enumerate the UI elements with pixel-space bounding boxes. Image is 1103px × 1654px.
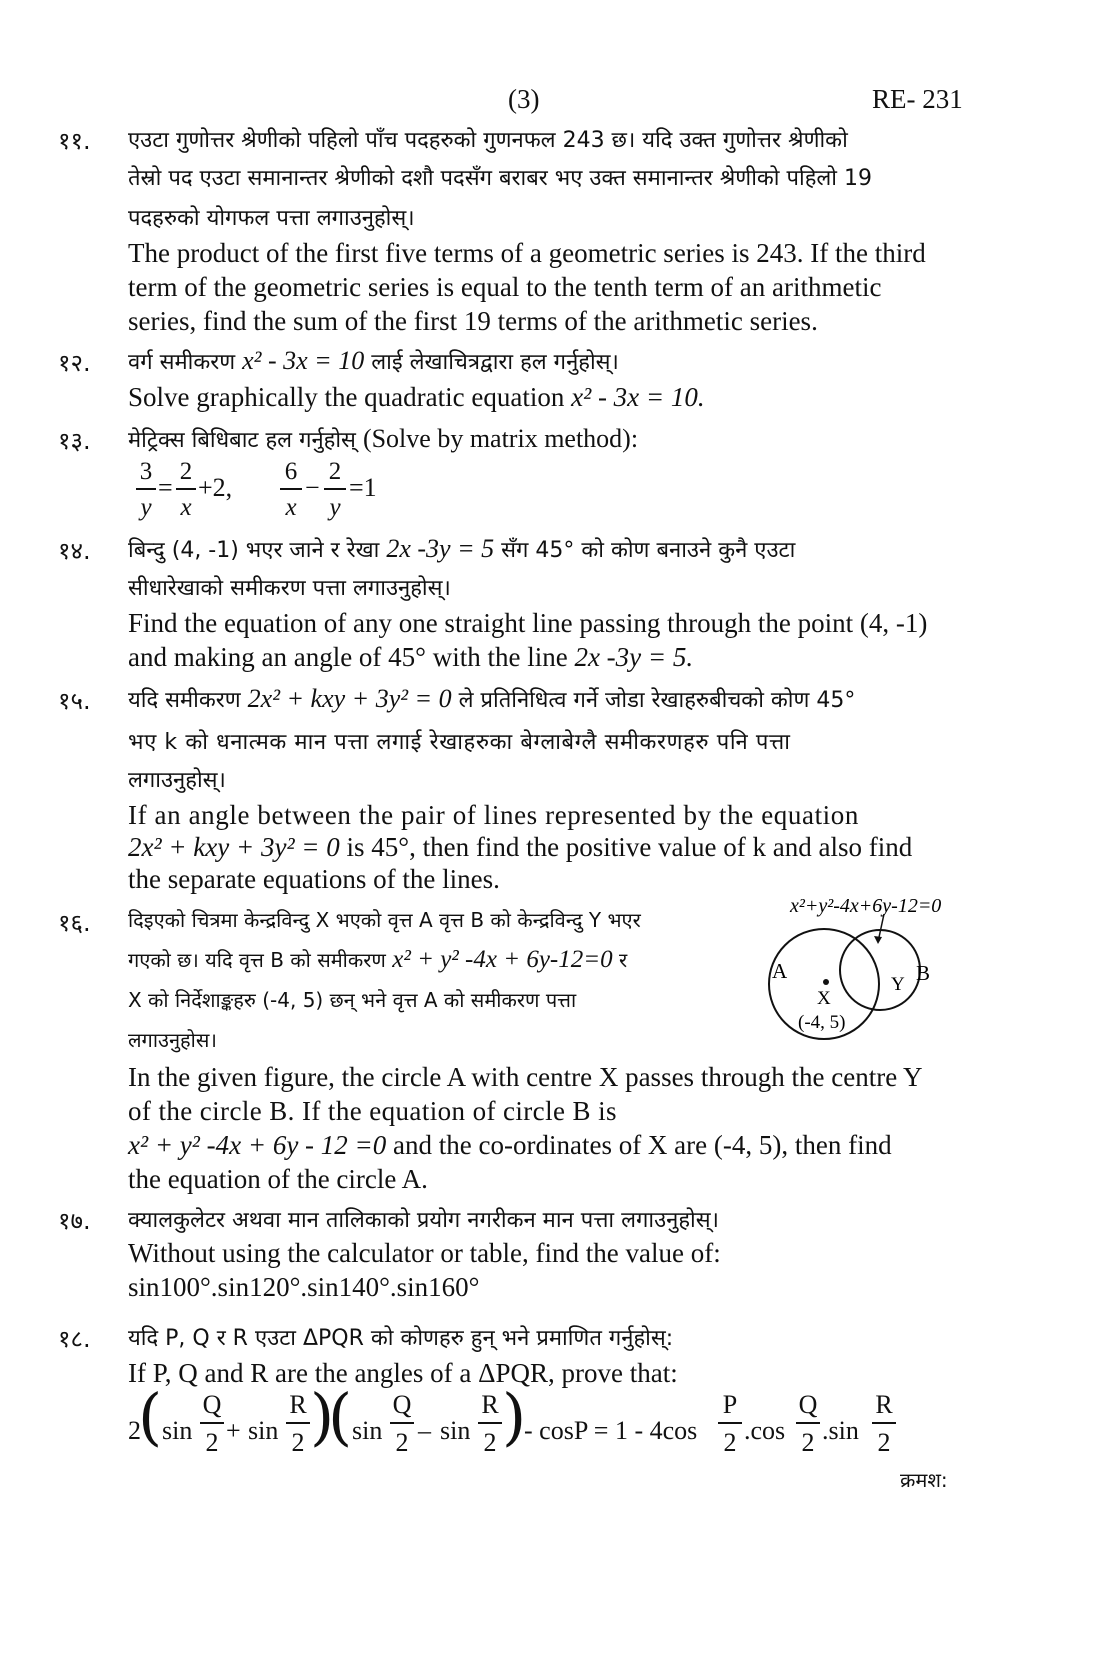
q15-np1-equation: 2x² + kxy + 3y² = 0 [247, 684, 452, 713]
identity-f4-denominator: 2 [483, 1428, 497, 1457]
q12-en-line [128, 382, 705, 413]
identity-f2-bar [286, 1422, 310, 1424]
identity-f7-denominator: 2 [877, 1428, 891, 1457]
q14-en-line2 [128, 642, 693, 673]
identity-sin-2: sin [248, 1416, 279, 1445]
q12-en-a: Solve graphically the quadratic equation [128, 382, 565, 412]
q13-f3-bar [280, 488, 302, 490]
paper-code: RE- 231 [872, 84, 963, 114]
q16-np-line2 [128, 946, 627, 974]
q17-number: १७. [58, 1207, 91, 1235]
q14-number: १४. [58, 537, 91, 565]
q12-np-a: वर्ग समीकरण [128, 350, 236, 375]
q13-eq1-equals: = [158, 473, 173, 502]
q13-f1-denominator: y [140, 494, 152, 521]
q13-line [128, 424, 638, 454]
q14-np1-equation: 2x -3y = 5 [386, 534, 495, 563]
q13-f4-numerator: 2 [328, 458, 342, 485]
q16-np-line4: लगाउनुहोस। [128, 1028, 217, 1052]
identity-f5-numerator: P [722, 1390, 738, 1419]
q16-number: १६. [58, 909, 91, 937]
q15-np-line2: भए k को धनात्मक मान पत्ता लगाई रेखाहरुका बेग्लाबेग्लै समीकरणहरु पनि पत्ता [128, 730, 791, 755]
identity-dot-cos: .cos [744, 1416, 786, 1445]
q16-en-line3 [128, 1130, 892, 1161]
identity-paren-2-close: ) [502, 1380, 527, 1453]
q13-f4-bar [324, 488, 346, 490]
q17-en-line1: Without using the calculator or table, find the value of: [128, 1238, 721, 1268]
identity-f1-numerator: Q [202, 1390, 222, 1419]
q12-number: १२. [58, 349, 91, 377]
identity-minus: – [418, 1416, 431, 1445]
q14-np-line2: सीधारेखाको समीकरण पत्ता लगाउनुहोस्। [128, 576, 451, 601]
identity-plus: + [226, 1416, 241, 1445]
centre-x-label: X [817, 988, 831, 1009]
q16-en3-equation: x² + y² -4x + 6y - 12 =0 [128, 1130, 387, 1160]
identity-f3-numerator: Q [392, 1390, 412, 1419]
identity-f7-numerator: R [875, 1390, 893, 1419]
q12-np-line [128, 346, 619, 376]
q13-f1-bar [136, 488, 156, 490]
q13-f1-numerator: 3 [139, 458, 153, 485]
identity-sin-1: sin [162, 1416, 193, 1445]
identity-f2-denominator: 2 [291, 1428, 305, 1457]
identity-f3-bar [390, 1422, 414, 1424]
q11-en-line1: The product of the first five terms of a geometric series is 243. If the third [128, 238, 926, 268]
q13-eq2-end: =1 [349, 473, 377, 502]
q12-en-equation: x² - 3x = 10. [571, 382, 705, 412]
q16-circle-figure [760, 890, 990, 1050]
q13-f2-denominator: x [180, 494, 192, 521]
q11-number: ११. [58, 127, 91, 155]
q16-np2-equation: x² + y² -4x + 6y-12=0 [392, 946, 613, 973]
identity-sin-3: sin [352, 1416, 383, 1445]
q14-en2-a: and making an angle of 45° with the line [128, 642, 568, 672]
q15-en-line3: the separate equations of the lines. [128, 864, 500, 894]
q11-np-line1: एउटा गुणोत्तर श्रेणीको पहिलो पाँच पदहरुको गुणनफल 243 छ। यदि उक्त गुणोत्तर श्रेणीको [128, 128, 848, 153]
identity-f2-numerator: R [289, 1390, 307, 1419]
identity-f3-denominator: 2 [395, 1428, 409, 1457]
label-pointer-arrowhead [874, 936, 882, 944]
q13-np: मेट्रिक्स बिधिबाट हल गर्नुहोस् [128, 428, 356, 453]
q13-f3-denominator: x [285, 494, 297, 521]
identity-f5-denominator: 2 [723, 1428, 737, 1457]
identity-f4-bar [478, 1422, 502, 1424]
q13-number: १३. [58, 427, 91, 455]
centre-y-label: Y [891, 974, 905, 995]
q11-en-line2: term of the geometric series is equal to the tenth term of an arithmetic [128, 272, 882, 302]
identity-paren-2-open: ( [328, 1380, 353, 1453]
q16-np2-b: र [618, 948, 628, 972]
identity-f6-denominator: 2 [801, 1428, 815, 1457]
identity-f1-denominator: 2 [205, 1428, 219, 1457]
centre-x-coordinates: (-4, 5) [798, 1012, 846, 1033]
q18-np-line: यदि P, Q र R एउटा ΔPQR को कोणहरु हुन् भने प्रमाणित गर्नुहोस्: [128, 1326, 674, 1351]
q18-number: १८. [58, 1325, 91, 1353]
identity-dot-sin: .sin [822, 1416, 859, 1445]
q16-en-line2: of the circle B. If the equation of circle B is [128, 1096, 617, 1126]
q12-np-b: लाई लेखाचित्रद्वारा हल गर्नुहोस्। [371, 350, 619, 375]
q15-np1-a: यदि समीकरण [128, 688, 241, 713]
q11-np-line2: तेस्रो पद एउटा समानान्तर श्रेणीको दशौ पदसँग बराबर भए उक्त समानान्तर श्रेणीको पहिलो 19 [128, 166, 872, 191]
identity-paren-1-close: ) [310, 1380, 335, 1453]
q18-en-line: If P, Q and R are the angles of a ΔPQR, prove that: [128, 1358, 678, 1388]
identity-coefficient: 2 [128, 1416, 141, 1445]
q16-np-line3: X को निर्देशाङ्कहरु (-4, 5) छन् भने वृत्त A को समीकरण पत्ता [128, 988, 577, 1012]
q15-np-line3: लगाउनुहोस्। [128, 768, 226, 793]
q16-np2-a: गएको छ। यदि वृत्त B को समीकरण [128, 948, 386, 972]
q13-eq1-end: +2, [198, 473, 233, 502]
q16-en-line4: the equation of the circle A. [128, 1164, 428, 1194]
q15-np1-b: ले प्रतिनिधित्व गर्ने जोडा रेखाहरुबीचको कोण 45° [458, 688, 856, 713]
identity-f6-numerator: Q [798, 1390, 818, 1419]
identity-f6-bar [796, 1422, 820, 1424]
q14-en2-equation: 2x -3y = 5. [574, 642, 694, 672]
q16-en3-b: and the co-ordinates of X are (-4, 5), then find [393, 1130, 892, 1160]
q15-number: १५. [58, 687, 91, 715]
q17-en-line2: sin100°.sin120°.sin140°.sin160° [128, 1272, 480, 1302]
centre-x-dot [823, 979, 829, 985]
q15-np-line1 [128, 684, 855, 714]
q13-f3-numerator: 6 [284, 458, 298, 485]
q14-np1-a: बिन्दु (4, -1) भएर जाने र रेखा [128, 538, 380, 563]
q11-en-line3: series, find the sum of the first 19 terms of the arithmetic series. [128, 306, 818, 336]
identity-f5-bar [718, 1422, 742, 1424]
q13-f2-bar [176, 488, 196, 490]
circle-b-label: B [916, 961, 931, 985]
identity-f4-numerator: R [481, 1390, 499, 1419]
q15-en2-equation: 2x² + kxy + 3y² = 0 [128, 832, 340, 862]
q15-en-line1: If an angle between the pair of lines represented by the equation [128, 800, 859, 830]
q16-en-line1: In the given figure, the circle A with centre X passes through the centre Y [128, 1062, 923, 1092]
identity-f7-bar [872, 1422, 896, 1424]
q12-np-equation: x² - 3x = 10 [242, 346, 365, 375]
q17-np-line: क्यालकुलेटर अथवा मान तालिकाको प्रयोग नगरीकन मान पत्ता लगाउनुहोस्। [128, 1208, 719, 1233]
q14-np-line1 [128, 534, 795, 564]
q16-np-line1: दिइएको चित्रमा केन्द्रविन्दु X भएको वृत्त A वृत्त B को केन्द्रविन्दु Y भएर [128, 908, 641, 932]
q15-en-line2 [128, 832, 912, 863]
q13-eq2-minus: − [305, 473, 320, 502]
q13-en: (Solve by matrix method): [362, 424, 639, 453]
q13-f4-denominator: y [329, 494, 341, 521]
q14-en-line1: Find the equation of any one straight line passing through the point (4, -1) [128, 608, 928, 638]
circle-a-label: A [772, 959, 788, 983]
q15-en2-b: is 45°, then find the positive value of k and also find [346, 832, 913, 862]
q13-f2-numerator: 2 [179, 458, 193, 485]
q11-np-line3: पदहरुको योगफल पत्ता लगाउनुहोस्। [128, 206, 415, 231]
circle-b [840, 930, 920, 1010]
identity-f1-bar [200, 1422, 224, 1424]
continued-marker: क्रमश: [900, 1468, 948, 1492]
identity-middle: - cosP = 1 - 4cos [524, 1416, 698, 1445]
identity-sin-4: sin [440, 1416, 471, 1445]
page-number: (3) [508, 84, 540, 114]
q14-np1-b: सँग 45° को कोण बनाउने कुनै एउटा [501, 538, 796, 563]
circle-b-equation-label: x²+y²-4x+6y-12=0 [790, 895, 942, 917]
identity-paren-1-open: ( [138, 1380, 163, 1453]
